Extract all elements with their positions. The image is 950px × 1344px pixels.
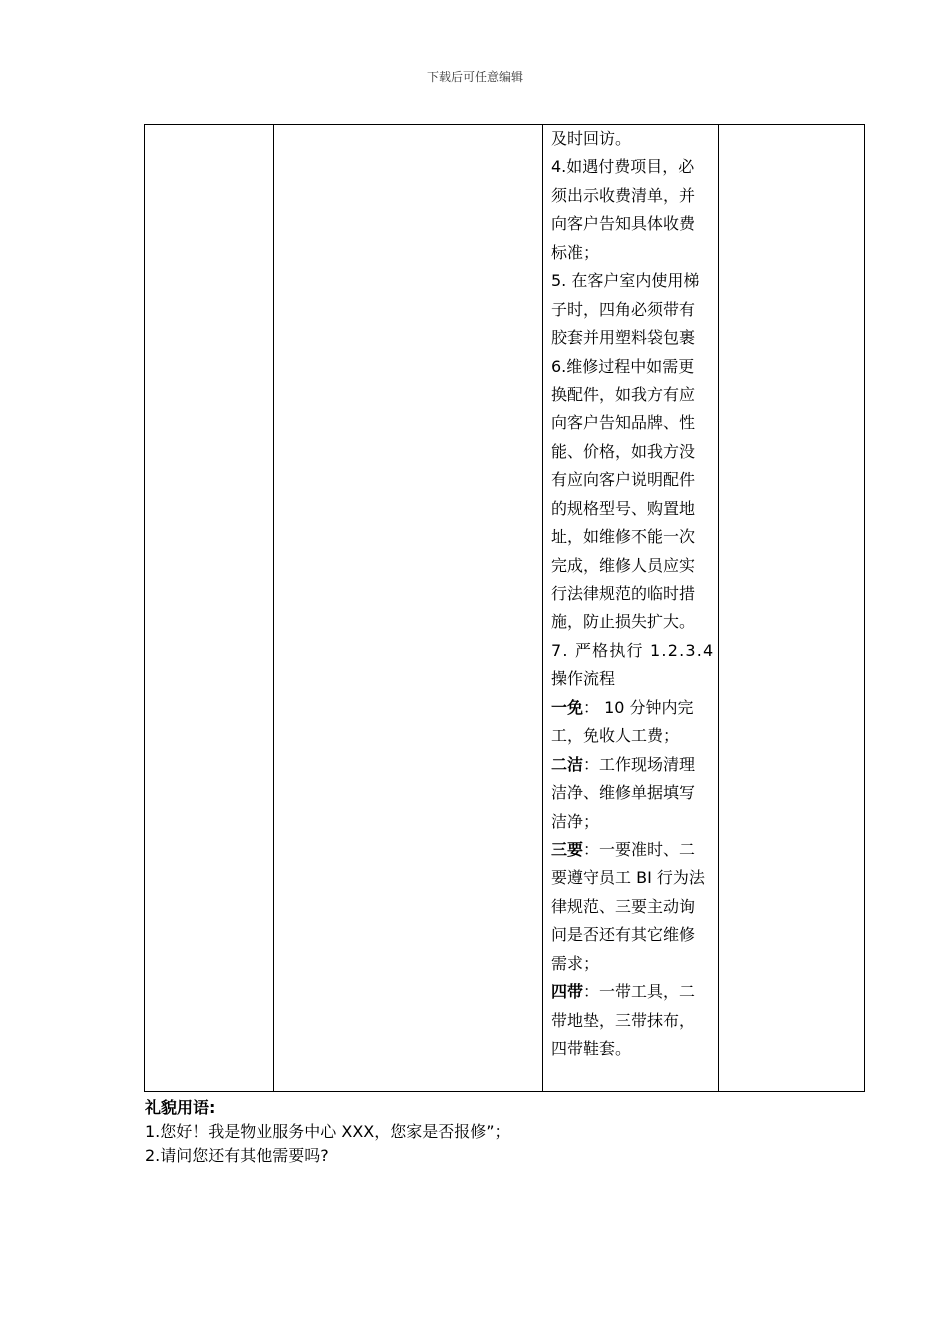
- rule-line: [544, 694, 716, 722]
- rule-line: 要遵守员工 BI 行为法: [551, 868, 705, 888]
- rule-heading: 四带: [551, 982, 584, 1002]
- rule-line: 四带鞋套。: [551, 1039, 632, 1058]
- cell-line: 能、价格，如我方没: [551, 441, 696, 461]
- rule-text: ：工作现场清理: [583, 754, 696, 774]
- cell-line: 标准；: [551, 242, 600, 262]
- rule-line: [544, 978, 716, 1006]
- rule-text: ：一要准时、二: [583, 839, 696, 859]
- rule-heading: 一免: [551, 697, 584, 717]
- rule-line: 带地垫，三带抹布，: [551, 1010, 696, 1030]
- cell-line: 向客户告知品牌、性: [551, 413, 696, 433]
- procedure-table: [144, 124, 865, 1092]
- cell-line: 及时回访。: [551, 129, 632, 148]
- cell-line: 向客户告知具体收费: [551, 214, 696, 234]
- cell-line: 7. 严格执行 1.2.3.4: [551, 640, 715, 660]
- polite-line: 1.您好！我是物业服务中心 XXX，您家是否报修”；: [145, 1122, 511, 1141]
- rule-text: ： 10 分钟内完: [583, 697, 694, 717]
- cell-line: 子时，四角必须带有: [551, 299, 696, 319]
- rule-text: ：一带工具，二: [583, 982, 696, 1002]
- rule-line: 需求；: [551, 953, 600, 973]
- cell-line: 址，如维修不能一次: [551, 527, 696, 547]
- column-divider: [273, 125, 274, 1091]
- cell-line: 施，防止损失扩大。: [551, 612, 696, 632]
- rule-line: 工，免收人工费；: [551, 726, 680, 746]
- polite-phrases: [145, 1096, 511, 1168]
- cell-line: 5. 在客户室内使用梯: [551, 271, 700, 291]
- cell-line: 行法律规范的临时措: [551, 584, 696, 603]
- rule-line: 律规范、三要主动询: [551, 896, 696, 916]
- rule-line: [544, 836, 716, 864]
- rule-line: [544, 751, 716, 779]
- rule-heading: 三要: [551, 839, 584, 859]
- cell-line: 6.维修过程中如需更: [551, 356, 695, 376]
- cell-line: 4.如遇付费项目，必: [551, 157, 695, 177]
- cell-line: 完成，维修人员应实: [551, 555, 696, 575]
- cell-line: 有应向客户说明配件: [551, 470, 696, 490]
- cell-line: 操作流程: [551, 669, 616, 689]
- rule-line: 问是否还有其它维修: [551, 925, 696, 945]
- header-watermark: 下载后可任意编辑: [426, 70, 523, 84]
- cell-line: 胶套并用塑料袋包裹: [551, 328, 696, 348]
- rule-heading: 二洁: [551, 754, 584, 774]
- cell-line: 换配件，如我方有应: [551, 384, 696, 404]
- requirements-cell: [544, 125, 716, 1063]
- cell-line: 须出示收费清单，并: [551, 185, 696, 205]
- column-divider: [542, 125, 543, 1091]
- polite-line: 2.请问您还有其他需要吗?: [145, 1146, 329, 1165]
- rule-line: 洁净、维修单据填写: [551, 783, 696, 803]
- cell-line: 的规格型号、购置地: [551, 498, 696, 518]
- polite-title: 礼貌用语:: [145, 1098, 216, 1117]
- column-divider: [718, 125, 719, 1091]
- rule-line: 洁净；: [551, 811, 600, 831]
